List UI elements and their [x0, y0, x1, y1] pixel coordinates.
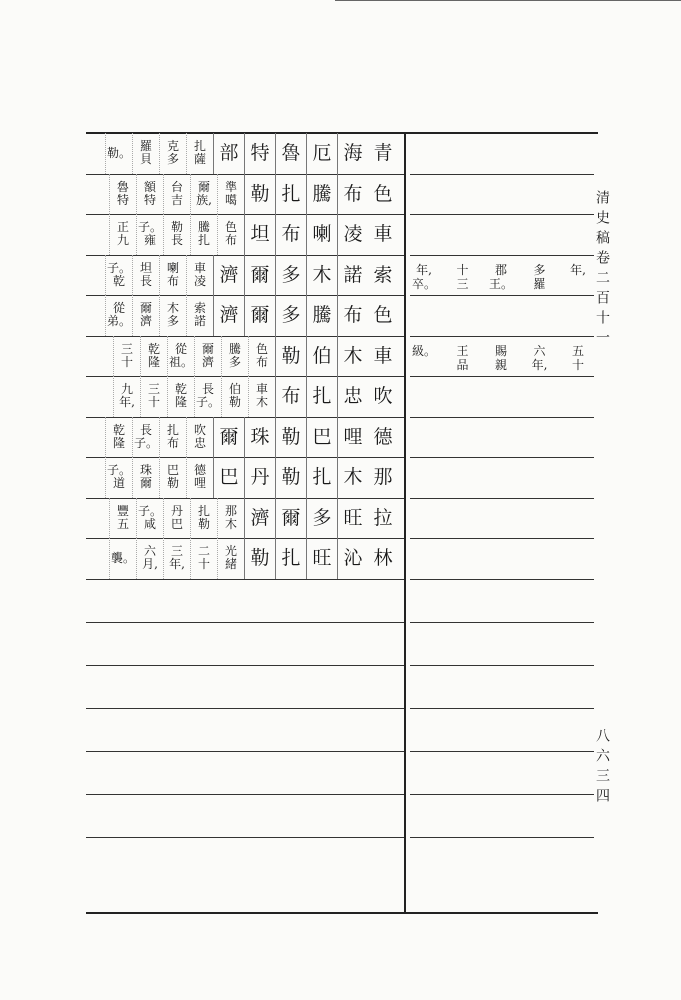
- note-character: 年,: [570, 262, 586, 277]
- table-row: [86, 336, 398, 377]
- annotation-column: [217, 214, 244, 255]
- name-character: 魯: [275, 133, 306, 174]
- annotation-character: 凌: [193, 273, 206, 288]
- annotation-character: 年,: [169, 557, 185, 572]
- name-character: 拉: [373, 506, 393, 529]
- note-character: 六: [533, 343, 546, 358]
- annotation-character: 德: [193, 463, 206, 478]
- annotation-character: 準: [224, 179, 237, 194]
- note-character: 王: [456, 343, 469, 358]
- note-character: 十: [456, 262, 469, 277]
- annotation-column: [136, 174, 163, 215]
- annotation-character: 長: [201, 382, 214, 397]
- annotation-character: 襲。: [110, 550, 135, 565]
- annotation-character: 爾: [201, 341, 214, 356]
- name-character: 勒: [275, 457, 306, 498]
- annotation-column: [136, 538, 163, 579]
- annotation-column: [186, 295, 213, 336]
- annotation-column: [186, 255, 213, 296]
- annotation-column: [159, 255, 186, 296]
- name-character: 丹: [244, 457, 275, 498]
- note-column: [489, 344, 513, 372]
- annotation-column: [194, 336, 221, 377]
- name-character: 車: [373, 344, 393, 367]
- annotation-character: 噶: [224, 192, 237, 207]
- annotation-column: [105, 417, 132, 458]
- note-row-divider: [410, 417, 594, 418]
- annotation-column: [190, 498, 217, 539]
- annotation-character: 十: [147, 395, 160, 410]
- annotation-character: 布: [166, 435, 179, 450]
- annotation-character: 索: [193, 301, 206, 316]
- annotation-character: 十: [120, 354, 133, 369]
- annotation-character: 乾: [112, 273, 125, 288]
- annotation-character: 從: [174, 341, 187, 356]
- name-character: 爾: [244, 255, 275, 296]
- annotation-character: 那: [224, 503, 237, 518]
- note-character: 羅: [533, 276, 546, 291]
- annotation-column: [109, 174, 136, 215]
- annotation-character: 九: [120, 382, 133, 397]
- annotation-column: [109, 538, 136, 579]
- name-character: 特: [244, 133, 275, 174]
- annotation-character: 正: [116, 220, 129, 235]
- note-character: 年,: [416, 262, 432, 277]
- note-character: 郡: [494, 262, 507, 277]
- name-character: 部: [213, 133, 244, 174]
- note-column: [451, 344, 475, 372]
- note-column: [412, 344, 436, 372]
- name-character: 伯: [306, 336, 337, 377]
- name-character: 色: [373, 182, 393, 205]
- annotation-column: [194, 376, 221, 417]
- name-character: 巴: [306, 417, 337, 458]
- annotation-character: 咸: [143, 516, 156, 531]
- annotation-character: 巴: [166, 463, 179, 478]
- annotation-character: 十: [197, 557, 210, 572]
- name-character: 吹: [373, 385, 393, 408]
- annotation-column: [163, 538, 190, 579]
- annotation-column: [159, 133, 186, 174]
- annotation-character: 騰: [197, 220, 210, 235]
- note-row-divider: [410, 579, 594, 580]
- annotation-column: [132, 457, 159, 498]
- annotation-column: [186, 417, 213, 458]
- note-row-divider: [410, 457, 594, 458]
- annotation-column: [105, 457, 132, 498]
- note-column: [451, 263, 475, 291]
- annotation-column: [186, 457, 213, 498]
- annotation-character: 子。: [137, 220, 162, 235]
- name-character: 木: [337, 336, 368, 377]
- name-character: 忠: [337, 376, 368, 417]
- annotation-column: [105, 133, 132, 174]
- annotation-character: 勒: [170, 220, 183, 235]
- note-character: 三: [456, 276, 469, 291]
- annotation-column: [248, 336, 275, 377]
- note: [412, 263, 590, 291]
- annotation-character: 色: [255, 341, 268, 356]
- annotation-column: [136, 214, 163, 255]
- annotation-character: 子。: [195, 395, 220, 410]
- annotation-character: 族,: [196, 192, 212, 207]
- name-character: 德: [373, 425, 393, 448]
- note-character: 親: [494, 357, 507, 372]
- annotation-character: 雍: [143, 233, 156, 248]
- annotation-column: [217, 538, 244, 579]
- name-character: 布: [337, 295, 368, 336]
- annotation-character: 乾: [174, 382, 187, 397]
- annotation-character: 吉: [170, 192, 183, 207]
- annotation-character: 珠: [139, 463, 152, 478]
- annotation-character: 坦: [139, 260, 152, 275]
- table-row: [86, 417, 398, 458]
- note-row-divider: [410, 295, 594, 296]
- annotation-column: [190, 538, 217, 579]
- name-character: 扎: [275, 174, 306, 215]
- annotation-character: 長: [139, 273, 152, 288]
- annotation-character: 三: [120, 341, 133, 356]
- name-character: 坦: [244, 214, 275, 255]
- empty-row-divider: [410, 751, 594, 752]
- table-row: [86, 174, 398, 215]
- annotation-column: [248, 376, 275, 417]
- annotation-character: 騰: [228, 341, 241, 356]
- empty-row-divider: [410, 837, 594, 838]
- name-character: 色: [373, 304, 393, 327]
- note-character: 十: [571, 357, 584, 372]
- annotation-character: 濟: [201, 354, 214, 369]
- annotation-character: 乾: [147, 341, 160, 356]
- annotation-character: 魯: [116, 179, 129, 194]
- annotation-character: 布: [224, 233, 237, 248]
- note-row-divider: [410, 376, 594, 377]
- annotation-character: 隆: [174, 395, 187, 410]
- annotation-column: [140, 376, 167, 417]
- note-character: 五: [571, 343, 584, 358]
- table-row: [86, 538, 398, 579]
- name-character: 青: [373, 142, 393, 165]
- name-character: 哩: [337, 417, 368, 458]
- name-character: 木: [337, 457, 368, 498]
- name-character: 勒: [275, 336, 306, 377]
- annotation-character: 扎: [197, 503, 210, 518]
- annotation-character: 哩: [193, 476, 206, 491]
- name-character: 勒: [244, 174, 275, 215]
- annotation-character: 木: [255, 395, 268, 410]
- annotation-character: 九: [116, 233, 129, 248]
- annotation-character: 車: [255, 382, 268, 397]
- annotation-column: [159, 457, 186, 498]
- page-number: 八六三四: [594, 728, 610, 808]
- name-character: 騰: [306, 295, 337, 336]
- note-row-divider: [410, 538, 594, 539]
- annotation-character: 巴: [170, 516, 183, 531]
- annotation-column: [221, 376, 248, 417]
- table-row: [86, 376, 398, 417]
- annotation-character: 貝: [139, 152, 152, 167]
- annotation-column: [163, 214, 190, 255]
- annotation-character: 五: [116, 516, 129, 531]
- annotation-column: [105, 295, 132, 336]
- name-character: 旺: [337, 498, 368, 539]
- annotation-character: 子。: [133, 435, 158, 450]
- annotation-column: [190, 214, 217, 255]
- annotation-character: 緒: [224, 557, 237, 572]
- name-character: 凌: [337, 214, 368, 255]
- note-row-divider: [410, 498, 594, 499]
- annotation-character: 羅: [139, 139, 152, 154]
- annotation-character: 年,: [119, 395, 135, 410]
- annotation-column: [221, 336, 248, 377]
- annotation-character: 長: [139, 422, 152, 437]
- annotation-character: 從: [112, 301, 125, 316]
- annotation-column: [109, 498, 136, 539]
- name-character: 扎: [306, 376, 337, 417]
- empty-row-divider: [410, 794, 594, 795]
- annotation-column: [186, 133, 213, 174]
- annotation-character: 色: [224, 220, 237, 235]
- note-row-divider: [410, 336, 594, 337]
- annotation-column: [132, 295, 159, 336]
- annotation-character: 三: [170, 544, 183, 559]
- annotation-character: 月,: [142, 557, 158, 572]
- annotation-character: 祖。: [168, 354, 193, 369]
- annotation-column: [109, 214, 136, 255]
- name-character: 那: [373, 466, 393, 489]
- annotation-character: 伯: [228, 382, 241, 397]
- annotation-character: 長: [170, 233, 183, 248]
- empty-row-divider: [86, 837, 404, 838]
- name-character: 多: [306, 498, 337, 539]
- note-row-divider: [410, 214, 594, 215]
- name-character: 爾: [244, 295, 275, 336]
- name-character: 旺: [306, 538, 337, 579]
- name-character: 沁: [337, 538, 368, 579]
- table-row: [86, 457, 398, 498]
- annotation-character: 丹: [170, 503, 183, 518]
- annotation-character: 特: [143, 192, 156, 207]
- name-character: 濟: [213, 295, 244, 336]
- annotation-character: 多: [166, 314, 179, 329]
- annotation-character: 額: [143, 179, 156, 194]
- empty-row-divider: [410, 708, 594, 709]
- annotation-character: 道: [112, 476, 125, 491]
- row-divider: [86, 579, 404, 580]
- empty-row-divider: [86, 794, 404, 795]
- annotation-character: 光: [224, 544, 237, 559]
- name-character: 濟: [213, 255, 244, 296]
- table-divider: [404, 132, 406, 912]
- annotation-character: 弟。: [106, 314, 131, 329]
- note-column: [412, 263, 436, 291]
- annotation-character: 乾: [112, 422, 125, 437]
- annotation-character: 多: [228, 354, 241, 369]
- note-character: 多: [533, 262, 546, 277]
- note-character: 王。: [489, 276, 514, 291]
- name-character: 濟: [244, 498, 275, 539]
- name-character: 巴: [213, 457, 244, 498]
- annotation-character: 勒: [166, 476, 179, 491]
- annotation-character: 勒。: [106, 145, 131, 160]
- table-bottom-border: [86, 912, 598, 914]
- note-character: 級。: [412, 343, 437, 358]
- annotation-character: 諾: [193, 314, 206, 329]
- annotation-character: 六: [143, 544, 156, 559]
- annotation-column: [113, 376, 140, 417]
- note-row-divider: [410, 174, 594, 175]
- note-column: [528, 344, 552, 372]
- annotation-column: [217, 174, 244, 215]
- name-character: 木: [306, 255, 337, 296]
- empty-row-divider: [86, 751, 404, 752]
- annotation-column: [163, 498, 190, 539]
- annotation-character: 布: [166, 273, 179, 288]
- running-title: 清史稿卷二百十一: [594, 190, 610, 350]
- annotation-character: 爾: [139, 301, 152, 316]
- note-character: 卒。: [412, 276, 437, 291]
- annotation-character: 子。: [106, 463, 131, 478]
- annotation-column: [217, 498, 244, 539]
- annotation-character: 喇: [166, 260, 179, 275]
- annotation-character: 濟: [139, 314, 152, 329]
- name-character: 海: [337, 133, 368, 174]
- annotation-character: 隆: [112, 435, 125, 450]
- name-character: 多: [275, 295, 306, 336]
- empty-row-divider: [86, 622, 404, 623]
- note-character: 品: [456, 357, 469, 372]
- top-rule: [335, 0, 681, 1]
- annotation-character: 扎: [197, 233, 210, 248]
- name-character: 多: [275, 255, 306, 296]
- name-character: 車: [373, 223, 393, 246]
- table-row: [86, 498, 398, 539]
- name-character: 騰: [306, 174, 337, 215]
- note-column: [528, 263, 552, 291]
- annotation-character: 豐: [116, 503, 129, 518]
- annotation-column: [190, 174, 217, 215]
- empty-row-divider: [410, 665, 594, 666]
- empty-row-divider: [410, 622, 594, 623]
- note: [412, 344, 590, 372]
- name-character: 勒: [244, 538, 275, 579]
- annotation-character: 扎: [193, 139, 206, 154]
- empty-row-divider: [86, 708, 404, 709]
- note-column: [566, 263, 590, 291]
- annotation-column: [167, 376, 194, 417]
- annotation-character: 木: [224, 516, 237, 531]
- annotation-column: [132, 133, 159, 174]
- table-row: [86, 255, 398, 296]
- annotation-character: 多: [166, 152, 179, 167]
- annotation-character: 勒: [197, 516, 210, 531]
- name-character: 扎: [275, 538, 306, 579]
- note-row-divider: [410, 255, 594, 256]
- annotation-column: [163, 174, 190, 215]
- annotation-character: 子。: [106, 260, 131, 275]
- name-character: 喇: [306, 214, 337, 255]
- annotation-column: [132, 255, 159, 296]
- name-character: 索: [373, 263, 393, 286]
- annotation-character: 勒: [228, 395, 241, 410]
- name-character: 珠: [244, 417, 275, 458]
- annotation-column: [132, 417, 159, 458]
- name-character: 勒: [275, 417, 306, 458]
- annotation-character: 忠: [193, 435, 206, 450]
- annotation-character: 爾: [139, 476, 152, 491]
- annotation-character: 薩: [193, 152, 206, 167]
- name-character: 扎: [306, 457, 337, 498]
- table-row: [86, 295, 398, 336]
- annotation-column: [105, 255, 132, 296]
- annotation-character: 子。: [137, 503, 162, 518]
- annotation-character: 克: [166, 139, 179, 154]
- note-character: 年,: [531, 357, 548, 372]
- note-column: [489, 263, 513, 291]
- note-column: [566, 344, 590, 372]
- annotation-character: 扎: [166, 422, 179, 437]
- table-row: [86, 133, 398, 174]
- annotation-character: 三: [147, 382, 160, 397]
- annotation-character: 車: [193, 260, 206, 275]
- note-character: 賜: [494, 343, 507, 358]
- annotation-column: [159, 417, 186, 458]
- empty-row-divider: [86, 665, 404, 666]
- annotation-character: 台: [170, 179, 183, 194]
- name-character: 爾: [275, 498, 306, 539]
- annotation-column: [159, 295, 186, 336]
- name-character: 諾: [337, 255, 368, 296]
- annotation-column: [167, 336, 194, 377]
- annotation-character: 吹: [193, 422, 206, 437]
- annotation-column: [140, 336, 167, 377]
- annotation-character: 特: [116, 192, 129, 207]
- annotation-character: 木: [166, 301, 179, 316]
- name-character: 布: [337, 174, 368, 215]
- name-character: 布: [275, 214, 306, 255]
- name-character: 爾: [213, 417, 244, 458]
- annotation-character: 二: [197, 544, 210, 559]
- annotation-column: [113, 336, 140, 377]
- annotation-character: 隆: [147, 354, 160, 369]
- annotation-character: 爾: [197, 179, 210, 194]
- annotation-character: 布: [255, 354, 268, 369]
- name-character: 厄: [306, 133, 337, 174]
- name-character: 林: [373, 547, 393, 570]
- table-row: [86, 214, 398, 255]
- annotation-column: [136, 498, 163, 539]
- name-character: 布: [275, 376, 306, 417]
